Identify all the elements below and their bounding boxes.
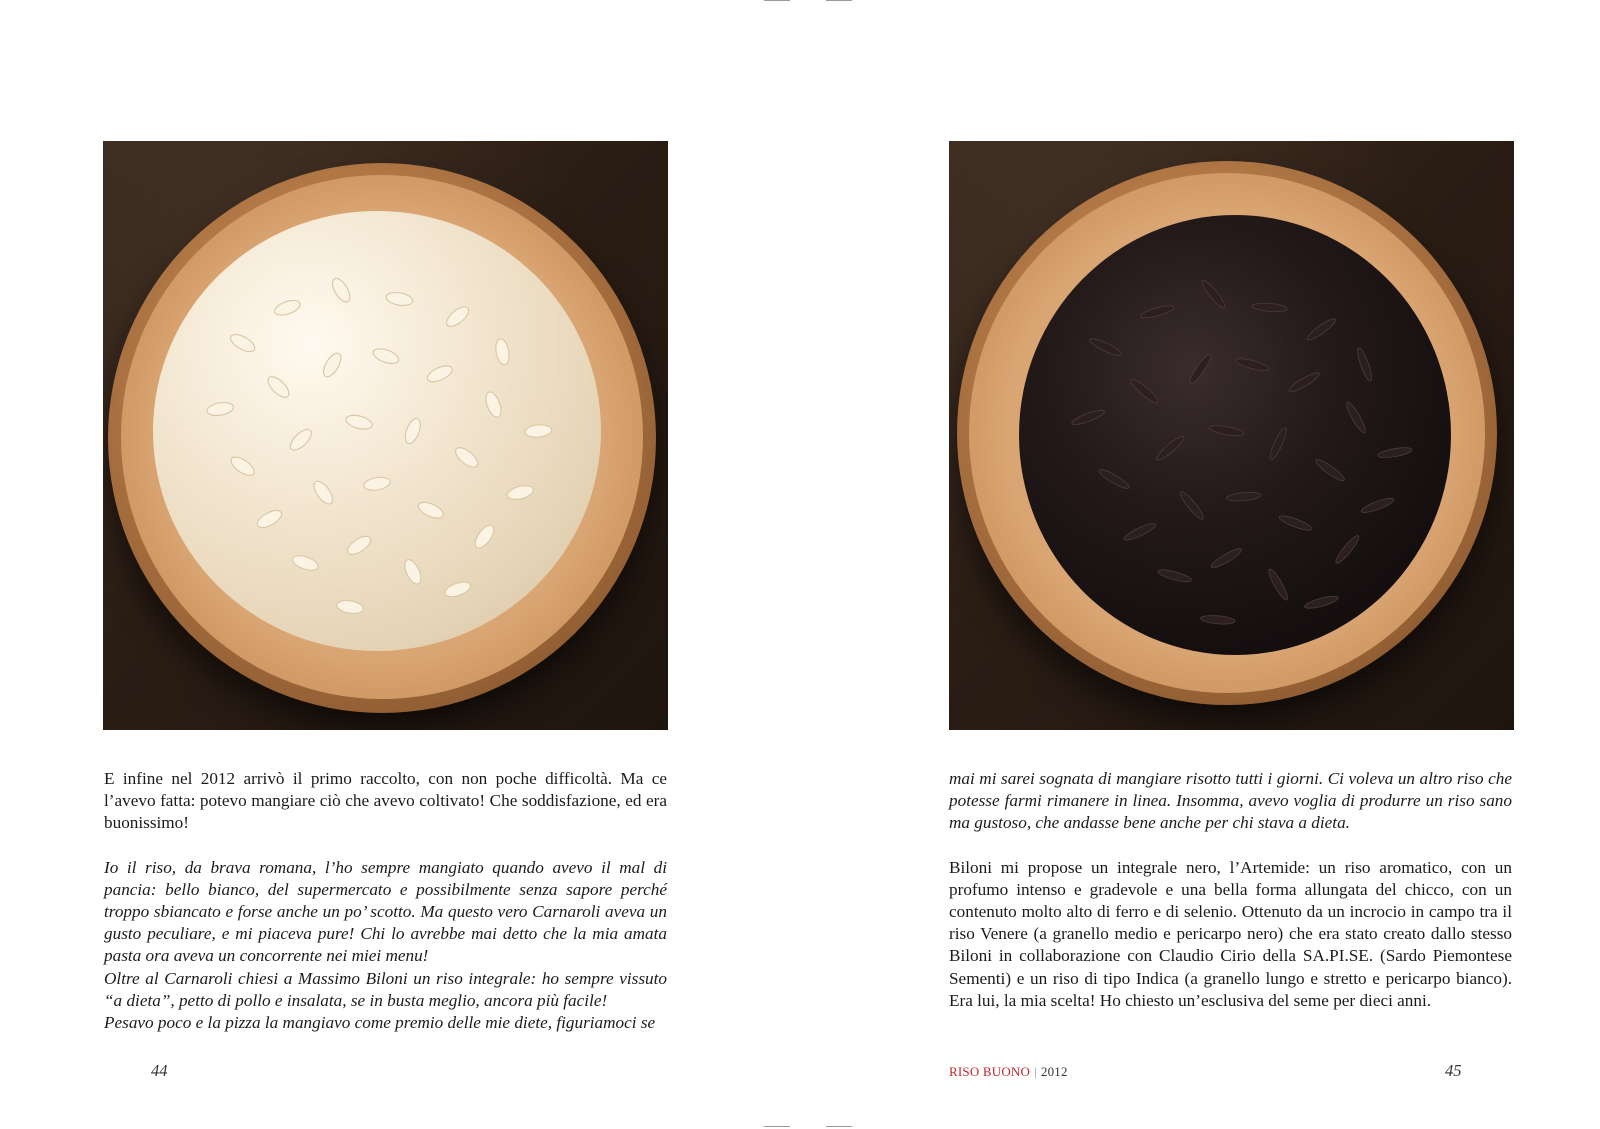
paragraph-artemide: Biloni mi propose un integrale nero, l’Artemide: un riso aromatico, con un profumo intenso e gradevole e una bella forma allungata del chicco, con un contenuto molto alto di ferro e di selenio. Ottenuto da un incrocio in campo tra il riso Venere (a granello medio e pericarpo nero) che era stato creato dallo stesso Biloni in collaborazione con Claudio Cirio della SA.PI.SE. (Sardo Piemontese Sementi) e un riso di tipo Indica (a granello lungo e stretto e pericarpo bianco). Era lui, la mia scelta! Ho chiesto un’esclusiva del seme per dieci anni.: [949, 857, 1512, 1010]
paragraph-first-harvest: E infine nel 2012 arrivò il primo raccolto, con non poche difficoltà. Ma ce l’avevo fatta: potevo mangiare ciò che avevo coltivato! Che soddisfazione, ed era buonissimo!: [104, 769, 667, 833]
italic-paragraph-romana: Io il riso, da brava romana, l’ho sempre mangiato quando avevo il mal di pancia: bello bianco, del supermercato e possibilmente senza sapore perché troppo sbiancato e forse anche un po’ scotto. Ma questo vero Carnaroli aveva un gusto peculiare, e mi piaceva pure! Chi lo avrebbe mai detto che la mia amata pasta ora aveva un concorrente nei miei menu!: [104, 857, 667, 966]
running-head-separator: |: [1034, 1064, 1037, 1079]
right-page: [800, 0, 1600, 1129]
page-number-right: 45: [1445, 1061, 1462, 1080]
running-head-brand: RISO BUONO: [949, 1064, 1031, 1079]
right-text-block: [949, 768, 1512, 1012]
page-number-left: 44: [151, 1061, 168, 1080]
running-head: [949, 1064, 1068, 1080]
black-rice-photo: [949, 141, 1514, 730]
italic-paragraph-pizza: Pesavo poco e la pizza la mangiavo come premio delle mie diete, figuriamoci se: [104, 1013, 656, 1033]
bowl-white-rice-icon: [153, 211, 601, 651]
running-head-year: 2012: [1040, 1064, 1068, 1079]
left-text-block: [104, 768, 667, 1034]
bowl-black-rice-icon: [1019, 215, 1451, 655]
italic-paragraph-risotto: mai mi sarei sognata di mangiare risotto tutti i giorni. Ci voleva un altro riso che potesse farmi rimanere in linea. Insomma, avevo voglia di produrre un riso sano ma gustoso, che andasse bene anche per chi stava a dieta.: [949, 769, 1512, 833]
italic-paragraph-integrale: Oltre al Carnaroli chiesi a Massimo Biloni un riso integrale: ho sempre vissuto “a dieta”, petto di pollo e insalata, se in busta meglio, ancora più facile!: [104, 968, 667, 1010]
white-rice-photo: [103, 141, 668, 730]
